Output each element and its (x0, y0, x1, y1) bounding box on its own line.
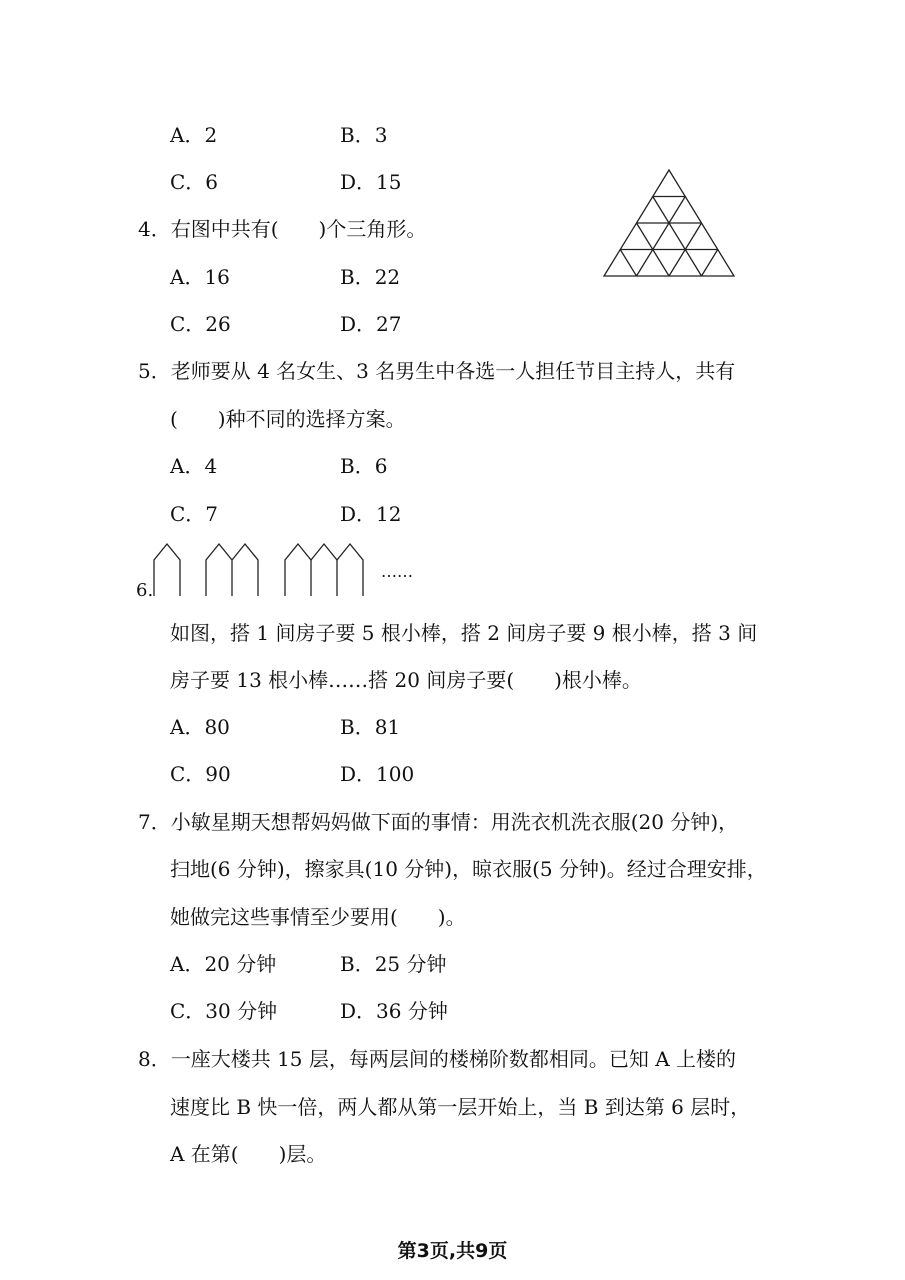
q6-option-c: C．90 (170, 762, 231, 786)
q4-option-d: D．27 (340, 312, 402, 336)
q3-option-c: C．6 (170, 170, 219, 194)
q8-line-1: 8．一座大楼共 15 层，每两层间的楼梯阶数都相同。已知 A 上楼的 (138, 1047, 737, 1071)
houses-figure (150, 540, 380, 598)
q6-line-2: 房子要 13 根小棒……搭 20 间房子要( )根小棒。 (170, 668, 642, 692)
q6-line-1: 如图，搭 1 间房子要 5 根小棒，搭 2 间房子要 9 根小棒，搭 3 间 (170, 621, 758, 645)
q3-option-a: A．2 (170, 123, 218, 147)
triangle-grid-figure (600, 166, 738, 280)
q6-ellipsis: …… (381, 562, 413, 581)
q5-option-b: B．6 (340, 454, 388, 478)
q5-line-2: ( )种不同的选择方案。 (170, 407, 406, 431)
q4-option-b: B．22 (340, 265, 401, 289)
q6-option-d: D．100 (340, 762, 415, 786)
q8-line-2: 速度比 B 快一倍，两人都从第一层开始上，当 B 到达第 6 层时， (170, 1095, 751, 1119)
q7-line-1: 7．小敏星期天想帮妈妈做下面的事情：用洗衣机洗衣服(20 分钟)， (138, 810, 739, 834)
q7-line-3: 她做完这些事情至少要用( )。 (170, 905, 466, 929)
q6-option-b: B．81 (340, 715, 401, 739)
q5-option-d: D．12 (340, 502, 402, 526)
q4-option-c: C．26 (170, 312, 231, 336)
q8-line-3: A 在第( )层。 (170, 1142, 327, 1166)
q7-option-a: A．20 分钟 (170, 952, 277, 976)
q3-option-d: D．15 (340, 170, 402, 194)
q3-option-b: B．3 (340, 123, 388, 147)
q5-option-c: C．7 (170, 502, 219, 526)
q5-line-1: 5．老师要从 4 名女生、3 名男生中各选一人担任节目主持人，共有 (138, 359, 736, 383)
q4-text: 4．右图中共有( )个三角形。 (138, 217, 427, 241)
q7-line-2: 扫地(6 分钟)，擦家具(10 分钟)，晾衣服(5 分钟)。经过合理安排， (170, 857, 767, 881)
q6-number: 6. (136, 580, 154, 601)
page-number-footer: 第3页,共9页 (397, 1240, 508, 1262)
q7-option-d: D．36 分钟 (340, 999, 448, 1023)
q4-option-a: A．16 (170, 265, 230, 289)
q7-option-b: B．25 分钟 (340, 952, 447, 976)
q7-option-c: C．30 分钟 (170, 999, 278, 1023)
q5-option-a: A．4 (170, 454, 218, 478)
q6-option-a: A．80 (170, 715, 230, 739)
